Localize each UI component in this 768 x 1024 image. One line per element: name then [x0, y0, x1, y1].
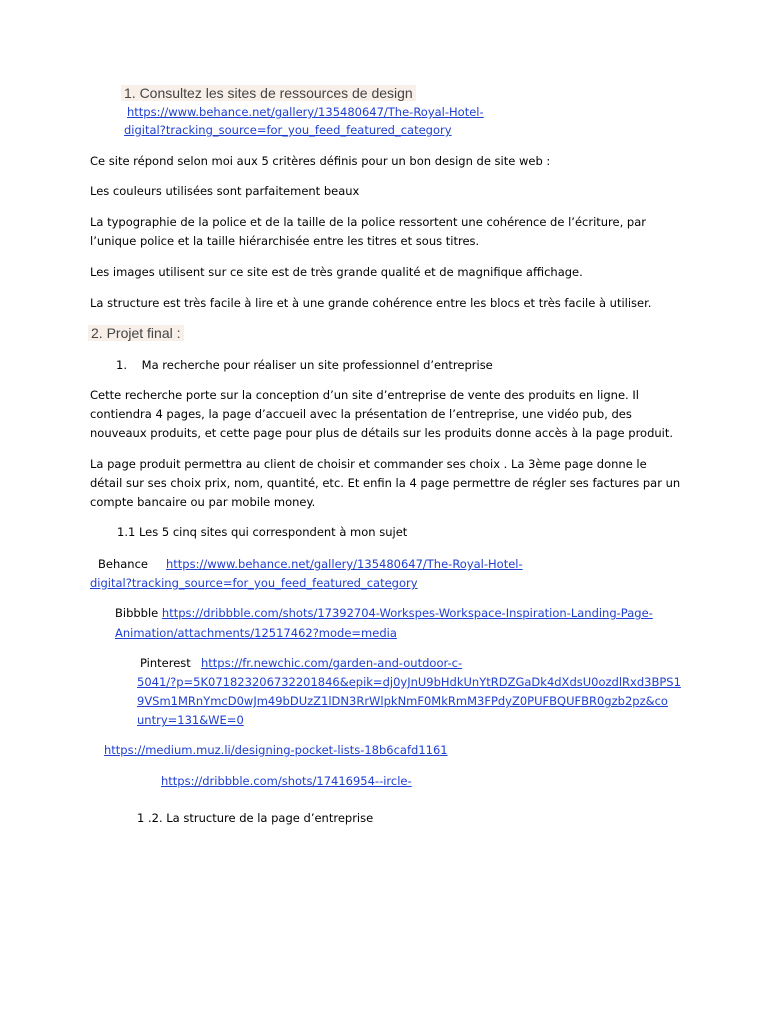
site-pinterest-link-line-2[interactable]	[137, 673, 681, 691]
section-1-heading-row	[121, 84, 416, 103]
site-pinterest-link-part-2[interactable]: 5041/?p=5K071823206732201846&epik=dj0yJnU9bHdkUnYtRDZGaDk4dXdsU0ozdlRxd3BPS1	[137, 675, 681, 689]
behance-link-continued[interactable]: digital?tracking_source=for_you_feed_featured_category	[124, 123, 452, 137]
site-behance-link-continued[interactable]: digital?tracking_source=for_you_feed_featured_category	[90, 576, 418, 590]
project-paragraph-1-line-3: nouveaux produits, et cette page pour plus de détails sur les produits donne accès à la page produit.	[90, 426, 674, 440]
behance-link[interactable]: https://www.behance.net/gallery/135480647/The-Royal-Hotel-	[127, 105, 484, 119]
site-medium-link[interactable]: https://medium.muz.li/designing-pocket-lists-18b6cafd1161	[104, 743, 448, 757]
behance-link-line-2[interactable]	[124, 121, 452, 139]
subsection-1-2-heading: 1 .2. La structure de la page d’entreprise	[137, 811, 374, 825]
site-behance-link-line-2[interactable]	[90, 574, 418, 592]
subsection-1-1-heading: 1.1 Les 5 cinq sites qui correspondent à mon sujet	[117, 525, 408, 539]
site-pinterest-link-line-3[interactable]	[137, 692, 668, 710]
paragraph-colors: Les couleurs utilisées sont parfaitement beaux	[90, 184, 360, 198]
site-behance-link-line-1[interactable]	[166, 555, 523, 573]
list-item-1-text: Ma recherche pour réaliser un site professionnel d’entreprise	[141, 358, 493, 372]
paragraph-structure: La structure est très facile à lire et à une grande cohérence entre les blocs et très facile à utiliser.	[90, 296, 652, 310]
site-medium-row[interactable]	[104, 741, 448, 759]
section-2-heading: 2. Projet final :	[88, 325, 184, 341]
site-pinterest-link-line-1[interactable]	[201, 654, 462, 672]
project-paragraph-2-line-1: La page produit permettra au client de choisir et commander ses choix . La 3ème page donne le	[90, 457, 647, 471]
section-1-heading: 1. Consultez les sites de ressources de design	[121, 85, 416, 101]
paragraph-typography-1: La typographie de la police et de la taille de la police ressortent une cohérence de l’écriture, par	[90, 215, 646, 229]
paragraph-typography-2: l’unique police et la taille hiérarchisée entre les titres et sous titres.	[90, 234, 480, 248]
project-paragraph-1-line-1: Cette recherche porte sur la conception d’un site d’entreprise de vente des produits en ligne. Il	[90, 388, 639, 402]
site-pinterest-link-line-4[interactable]	[137, 711, 244, 729]
list-item-1	[116, 356, 493, 374]
project-paragraph-2-line-2: détail sur ses choix prix, nom, quantité, etc. Et enfin la 4 page permettre de régler ses factures par un	[90, 476, 681, 490]
site-behance-link[interactable]: https://www.behance.net/gallery/135480647/The-Royal-Hotel-	[166, 557, 523, 571]
site-dribbble-row	[115, 604, 653, 622]
site-pinterest-link-part-3[interactable]: 9VSm1MRnYmcD0wJm49bDUzZ1lDN3RrWlpkNmF0MkRmM3FPdyZ0PUFBQUFBR0gzb2pz&co	[137, 694, 668, 708]
site-dribbble-link-line-2[interactable]	[115, 624, 397, 642]
site-dribbble-link-continued[interactable]: Animation/attachments/12517462?mode=media	[115, 626, 397, 640]
site-dribbble-2-link[interactable]: https://dribbble.com/shots/17416954--ircle-	[161, 774, 412, 788]
site-dribbble-link[interactable]: https://dribbble.com/shots/17392704-Workspes-Workspace-Inspiration-Landing-Page-	[161, 606, 653, 620]
site-behance-label: Behance	[98, 557, 148, 571]
paragraph-images: Les images utilisent sur ce site est de très grande qualité et de magnifique affichage.	[90, 265, 583, 279]
site-dribbble-label: Bibbble	[115, 606, 159, 620]
site-pinterest-label: Pinterest	[140, 656, 191, 670]
list-item-1-number: 1.	[116, 358, 127, 372]
project-paragraph-1-line-2: contiendra 4 pages, la page d’accueil avec la présentation de l’entreprise, une vidéo pub, des	[90, 407, 632, 421]
behance-link-line-1[interactable]	[127, 103, 484, 121]
site-pinterest-link-part-4[interactable]: untry=131&WE=0	[137, 713, 244, 727]
section-2-heading-row	[88, 324, 184, 343]
project-paragraph-2-line-3: compte bancaire ou par mobile money.	[90, 495, 316, 509]
site-behance-row	[98, 555, 148, 573]
site-pinterest-row	[140, 654, 191, 672]
site-dribbble-2-row[interactable]	[161, 772, 412, 790]
site-pinterest-link[interactable]: https://fr.newchic.com/garden-and-outdoor-c-	[201, 656, 463, 670]
paragraph-criteria: Ce site répond selon moi aux 5 critères définis pour un bon design de site web :	[90, 154, 551, 168]
